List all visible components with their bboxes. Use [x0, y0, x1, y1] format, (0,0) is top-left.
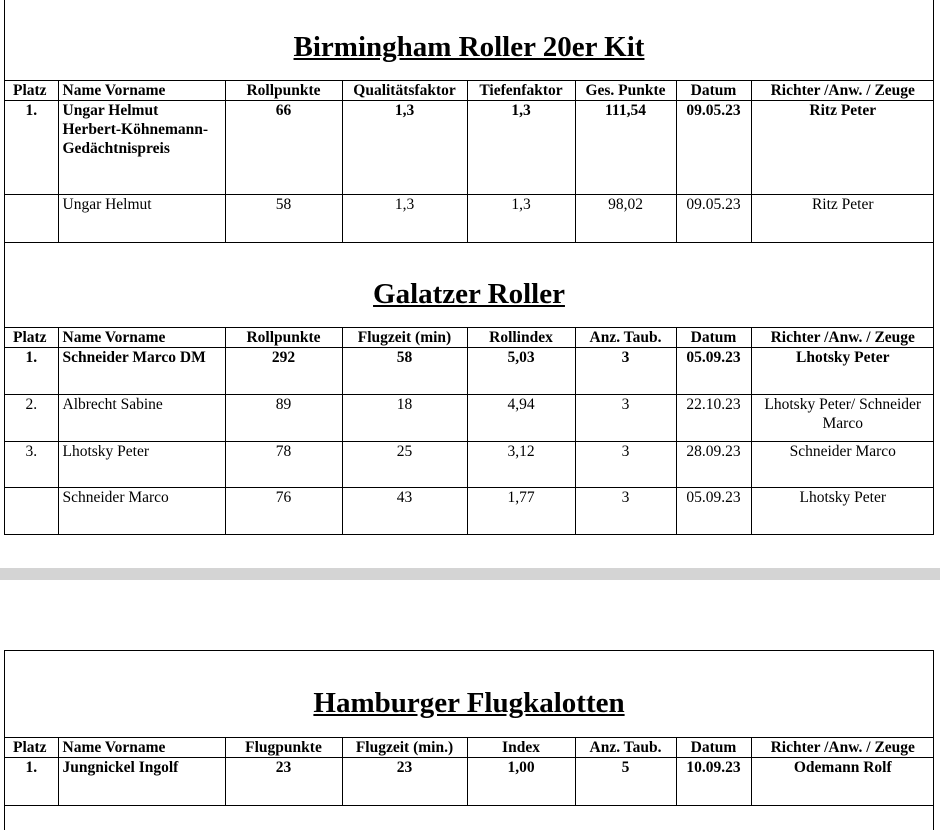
table-galatzer-roller — [5, 327, 934, 535]
header-rollindex: Rollindex — [467, 328, 575, 348]
cell-name: Lhotsky Peter — [58, 442, 225, 488]
table-header-row — [5, 328, 934, 348]
table-header-row — [5, 738, 934, 758]
cell-datum: 05.09.23 — [676, 348, 751, 395]
cell-rollpunkte: 58 — [225, 195, 342, 243]
header-platz: Platz — [5, 738, 58, 758]
cell-anz-taub: 5 — [575, 758, 676, 806]
header-anz-taub: Anz. Taub. — [575, 738, 676, 758]
table-row — [5, 758, 934, 806]
cell-ges-punkte: 111,54 — [575, 101, 676, 195]
cell-datum: 22.10.23 — [676, 395, 751, 442]
cell-qualitaetsfaktor: 1,3 — [342, 195, 467, 243]
cell-richter: Lhotsky Peter/ Schneider Marco — [751, 395, 934, 442]
cell-rollindex: 4,94 — [467, 395, 575, 442]
header-name: Name Vorname — [58, 738, 225, 758]
section-title-galatzer: Galatzer Roller — [373, 278, 565, 310]
header-rollpunkte: Rollpunkte — [225, 81, 342, 101]
document-page-2 — [4, 650, 934, 830]
cell-platz — [5, 195, 58, 243]
cell-flugzeit: 18 — [342, 395, 467, 442]
section-title-birmingham: Birmingham Roller 20er Kit — [293, 31, 645, 63]
header-flugzeit: Flugzeit (min) — [342, 328, 467, 348]
table-row — [5, 101, 934, 195]
cell-name: Ungar Helmut — [58, 195, 225, 243]
header-platz: Platz — [5, 328, 58, 348]
cell-richter: Ritz Peter — [751, 195, 934, 243]
cell-flugzeit: 23 — [342, 758, 467, 806]
table-hamburger-flugkalotten — [5, 737, 934, 806]
header-index: Index — [467, 738, 575, 758]
cell-rollpunkte: 292 — [225, 348, 342, 395]
cell-qualitaetsfaktor: 1,3 — [342, 101, 467, 195]
header-name: Name Vorname — [58, 328, 225, 348]
cell-richter: Schneider Marco — [751, 442, 934, 488]
header-richter: Richter /Anw. / Zeuge — [751, 81, 934, 101]
table-birmingham-roller — [5, 80, 934, 243]
table-row — [5, 348, 934, 395]
cell-flugzeit: 43 — [342, 488, 467, 535]
header-datum: Datum — [676, 738, 751, 758]
cell-rollpunkte: 78 — [225, 442, 342, 488]
header-ges-punkte: Ges. Punkte — [575, 81, 676, 101]
cell-platz: 1. — [5, 101, 58, 195]
cell-rollindex: 1,77 — [467, 488, 575, 535]
cell-rollpunkte: 89 — [225, 395, 342, 442]
document-page-1 — [4, 0, 934, 535]
table-row — [5, 395, 934, 442]
cell-anz-taub: 3 — [575, 395, 676, 442]
cell-name: Ungar Helmut Herbert-Köhnemann-Gedächtnispreis — [58, 101, 225, 195]
cell-richter: Ritz Peter — [751, 101, 934, 195]
cell-tiefenfaktor: 1,3 — [467, 195, 575, 243]
cell-name: Schneider Marco — [58, 488, 225, 535]
cell-platz: 2. — [5, 395, 58, 442]
cell-flugpunkte: 23 — [225, 758, 342, 806]
header-qualitaetsfaktor: Qualitätsfaktor — [342, 81, 467, 101]
cell-datum: 05.09.23 — [676, 488, 751, 535]
section-title-hamburger: Hamburger Flugkalotten — [313, 687, 625, 719]
cell-name: Schneider Marco DM — [58, 348, 225, 395]
cell-rollpunkte: 66 — [225, 101, 342, 195]
table-row — [5, 442, 934, 488]
cell-anz-taub: 3 — [575, 488, 676, 535]
cell-datum: 28.09.23 — [676, 442, 751, 488]
header-richter: Richter /Anw. / Zeuge — [751, 738, 934, 758]
cell-rollindex: 5,03 — [467, 348, 575, 395]
cell-rollindex: 3,12 — [467, 442, 575, 488]
table-row — [5, 195, 934, 243]
header-datum: Datum — [676, 328, 751, 348]
cell-flugzeit: 58 — [342, 348, 467, 395]
cell-ges-punkte: 98,02 — [575, 195, 676, 243]
cell-platz: 1. — [5, 348, 58, 395]
header-datum: Datum — [676, 81, 751, 101]
cell-datum: 09.05.23 — [676, 101, 751, 195]
cell-tiefenfaktor: 1,3 — [467, 101, 575, 195]
cell-rollpunkte: 76 — [225, 488, 342, 535]
header-tiefenfaktor: Tiefenfaktor — [467, 81, 575, 101]
cell-richter: Odemann Rolf — [751, 758, 934, 806]
header-flugzeit: Flugzeit (min.) — [342, 738, 467, 758]
header-name: Name Vorname — [58, 81, 225, 101]
cell-anz-taub: 3 — [575, 442, 676, 488]
header-rollpunkte: Rollpunkte — [225, 328, 342, 348]
table-row — [5, 488, 934, 535]
cell-platz: 3. — [5, 442, 58, 488]
cell-richter: Lhotsky Peter — [751, 348, 934, 395]
table-header-row — [5, 81, 934, 101]
cell-flugzeit: 25 — [342, 442, 467, 488]
cell-name: Albrecht Sabine — [58, 395, 225, 442]
header-richter: Richter /Anw. / Zeuge — [751, 328, 934, 348]
cell-datum: 09.05.23 — [676, 195, 751, 243]
header-anz-taub: Anz. Taub. — [575, 328, 676, 348]
cell-platz: 1. — [5, 758, 58, 806]
cell-datum: 10.09.23 — [676, 758, 751, 806]
header-flugpunkte: Flugpunkte — [225, 738, 342, 758]
cell-platz — [5, 488, 58, 535]
cell-anz-taub: 3 — [575, 348, 676, 395]
cell-index: 1,00 — [467, 758, 575, 806]
header-platz: Platz — [5, 81, 58, 101]
cell-richter: Lhotsky Peter — [751, 488, 934, 535]
page-separator — [0, 568, 940, 580]
cell-name: Jungnickel Ingolf — [58, 758, 225, 806]
